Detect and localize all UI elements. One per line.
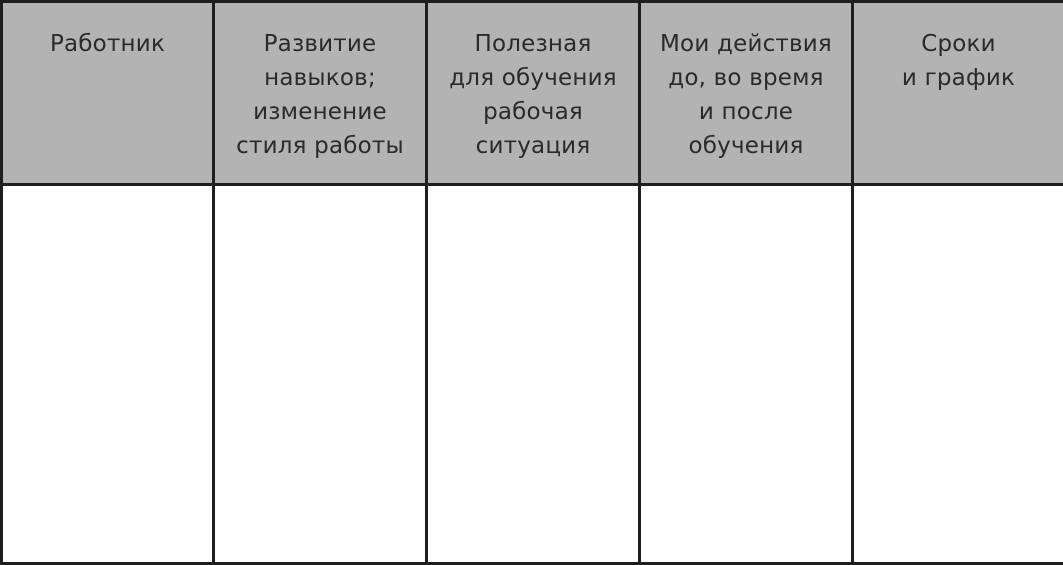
header-cell-actions: [640, 2, 853, 185]
table-cell-skills[interactable]: [214, 185, 427, 564]
header-label-actions: Мои действия до, во время и после обучения: [660, 31, 832, 159]
header-label-employee: Работник: [49, 31, 166, 57]
table-cell-employee[interactable]: [2, 185, 214, 564]
header-label-skills: Развитие навыков; изменение стиля работы: [236, 31, 404, 159]
table-row: [2, 185, 1063, 564]
header-cell-skills: [214, 2, 427, 185]
header-cell-situation: [427, 2, 640, 185]
header-row: [2, 2, 1063, 185]
table-cell-actions[interactable]: [640, 185, 853, 564]
header-label-situation: Полезная для обучения рабочая ситуация: [449, 31, 617, 159]
header-cell-schedule: [853, 2, 1063, 185]
table-cell-situation[interactable]: [427, 185, 640, 564]
header-label-schedule: Сроки и график: [901, 31, 1016, 91]
table-cell-schedule[interactable]: [853, 185, 1063, 564]
header-cell-employee: [2, 2, 214, 185]
